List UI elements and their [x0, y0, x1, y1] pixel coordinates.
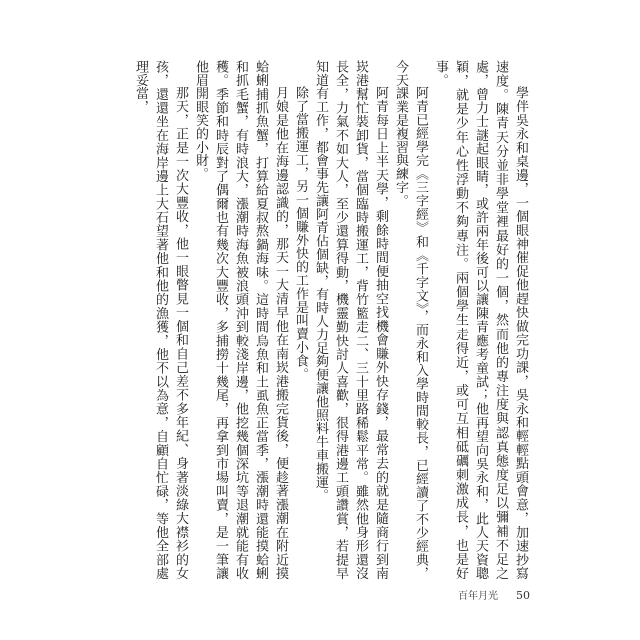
paragraph: 那天，正是一次大豐收，他一眼瞥見一個和自己差不多年紀、身著淡綠大襟衫的女孩，還還坐在海岸邊上大石望著他和他的漁獲，他不以為意，自顧自忙碌，等他全部處理妥當， — [133, 60, 188, 580]
paragraph: 除了當搬運工，另一個賺外快的工作是叫賣小食。 — [293, 86, 308, 381]
paragraph: 學伴吳永和桌邊，一個眼神催促他趕快做完功課，吳永和輕輕點頭會意，加速抄寫速度。陳青天分並非學堂裡最好的一個，然而他的專注度與認真態度足以彌補不足之處，曾力士謎起眼睛，或許兩年後可以讓陳青應考童試；他再望向吳永和，此人天資聰穎，就是少年心性浮動不夠專注。兩個學生走得近，或可互相砥礪刺激成長，也是好事。 — [433, 60, 528, 580]
paragraph: 月娘是他在海邊認識的，那天一大清早他在南崁港搬完貨後，便趁著漲潮在附近摸蛤蜊捕抓魚蟹，打算給夏叔熬鍋海味。這時間烏魚和土虱魚正當季，漲潮時還能摸蛤蜊和抓毛蟹，有時浪大，漲潮時海魚被浪頭沖到較淺岸邊，他挖幾個深坑等退潮就能有收穫。季節和時辰對了偶爾也有幾次大豐收，多捕撈十幾尾，再拿到市場叫賣，是一筆讓他眉開眼笑的小財。 — [193, 60, 288, 580]
body-text — [133, 60, 530, 580]
page-footer — [458, 587, 530, 602]
page-number: 50 — [516, 589, 530, 602]
paragraph: 阿青每日上半天學，剩餘時間便抽空找機會賺外快存錢，最常去的就是隨商行到南崁港幫忙裝卸貨，當個臨時搬運工，背竹籃走二、三十里路稀鬆平常。雖然他身形還沒長全，力氣不如大人，至少還算得動，機靈勤快討人喜歡，很得港邊工頭讚賞，若提早知道有工作，都會事先讓阿青佔個缺，有時人力足夠便讓他照料牛車搬運。 — [313, 60, 388, 580]
paragraph: 阿青已經學完《三字經》和《千字文》，而永和入學時間較長，已經讀了不少經典，今天課業是複習與練字。 — [393, 60, 428, 580]
book-title: 百年月光 — [458, 591, 498, 602]
